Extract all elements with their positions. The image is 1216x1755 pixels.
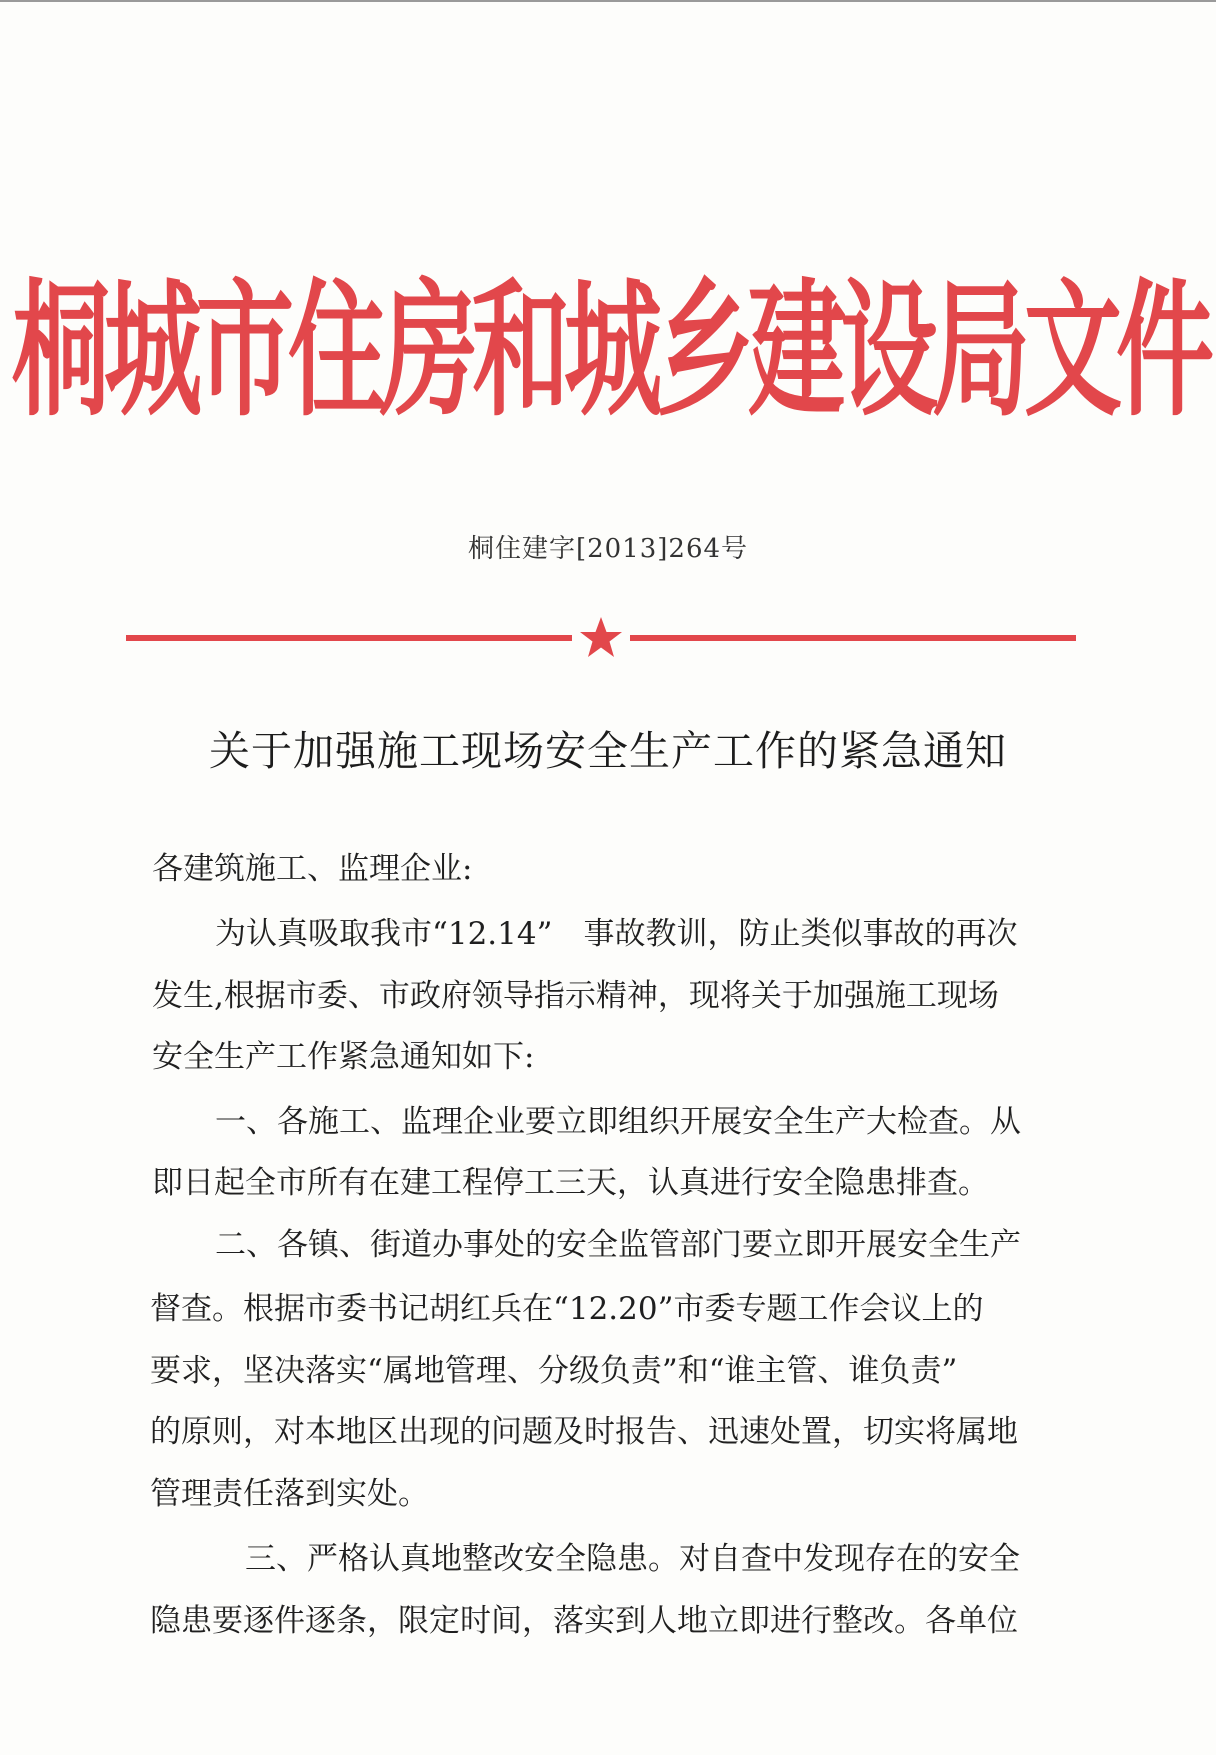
paragraph-line: 隐患要逐件逐条，限定时间，落实到人地立即进行整改。各单位 bbox=[150, 1603, 1018, 1639]
paragraph-line: 管理责任落到实处。 bbox=[150, 1476, 429, 1512]
notice-title: 关于加强施工现场安全生产工作的紧急通知 bbox=[209, 727, 1007, 775]
paragraph-line: 的原则，对本地区出现的问题及时报告、迅速处置，切实将属地 bbox=[150, 1414, 1018, 1450]
star-icon bbox=[579, 614, 623, 662]
red-divider bbox=[126, 614, 1076, 662]
paragraph-line: 要求，坚决落实“属地管理、分级负责”和“谁主管、谁负责” bbox=[150, 1353, 958, 1389]
paragraph-line: 一、各施工、监理企业要立即组织开展安全生产大检查。从 bbox=[215, 1104, 1021, 1140]
salutation: 各建筑施工、监理企业: bbox=[152, 851, 473, 887]
paragraph-line: 发生,根据市委、市政府领导指示精神，现将关于加强施工现场 bbox=[152, 978, 999, 1014]
issuer-header-title: 桐城市住房和城乡建设局文件 bbox=[12, 266, 1209, 438]
paragraph-line: 督查。根据市委书记胡红兵在“12.20”市委专题工作会议上的 bbox=[150, 1291, 984, 1327]
divider-line-right bbox=[630, 635, 1076, 641]
paragraph-line: 即日起全市所有在建工程停工三天，认真进行安全隐患排查。 bbox=[152, 1165, 989, 1201]
paragraph-line: 为认真吸取我市“12.14” 事故教训，防止类似事故的再次 bbox=[215, 916, 1018, 952]
paragraph-line: 二、各镇、街道办事处的安全监管部门要立即开展安全生产 bbox=[215, 1227, 1021, 1263]
document-number: 桐住建字[2013]264号 bbox=[467, 534, 749, 564]
divider-line-left bbox=[126, 635, 572, 641]
page-edge bbox=[0, 0, 1216, 2]
paragraph-line: 安全生产工作紧急通知如下: bbox=[152, 1039, 535, 1075]
paragraph-line: 三、严格认真地整改安全隐患。对自查中发现存在的安全 bbox=[245, 1541, 1020, 1577]
